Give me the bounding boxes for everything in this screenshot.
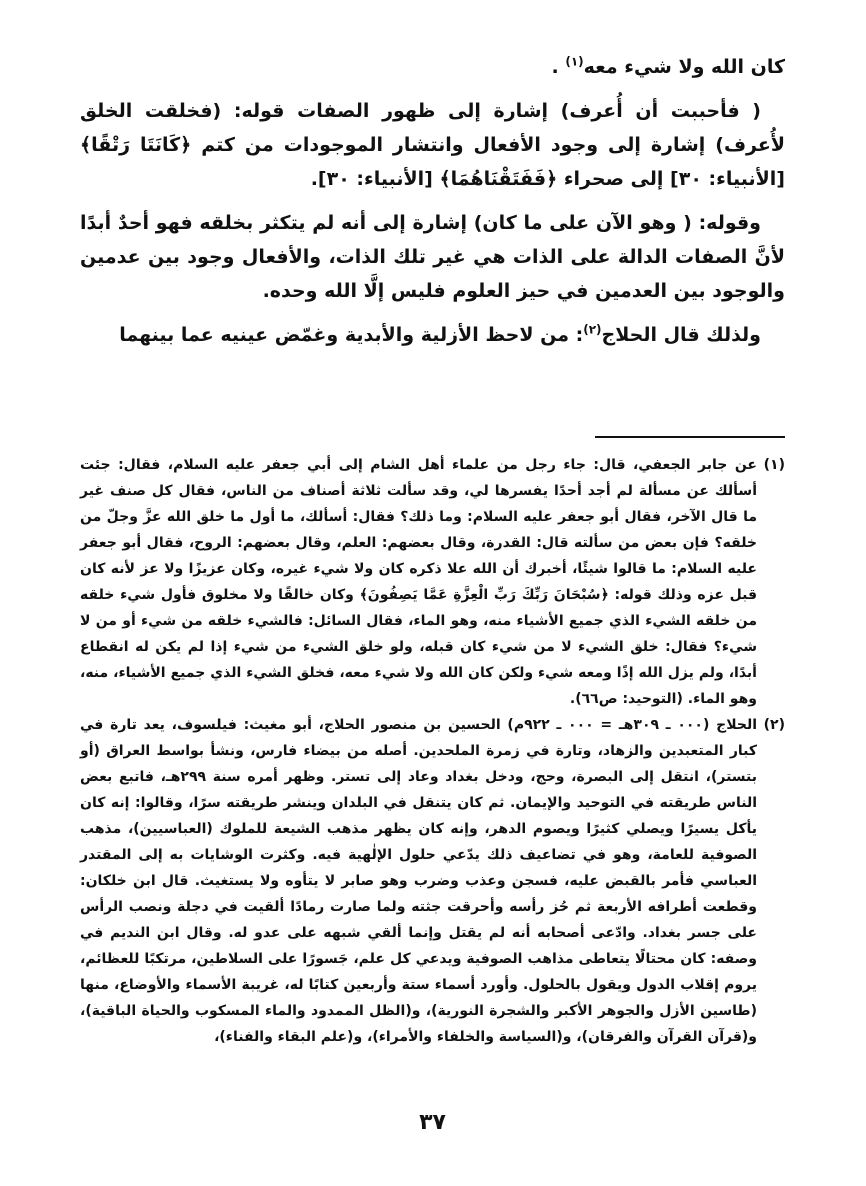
footnote-line: العباسي فأمر بالقبض عليه، فسجن وعذب وضرب وهو صابر لا يتأوه ولا يستغيث. قال ابن خلكان: (80, 873, 757, 889)
footnote-line: خلقه من خلقه الشيء الذي جميع الأشياء منه، وهو الماء، فقال السائل: فالشيء خلقه من شيء أو (80, 587, 757, 629)
footnote-line: (أو بتستر)، انتقل إلى البصرة، وحج، ودخل بغداد وعاد إلى تستر. وظهر أمره سنة ٢٩٩هـ، فاتبع (80, 743, 757, 785)
main-paragraph (80, 206, 785, 308)
main-text-line: إشارة إلى وجود الأفعال وانتشار الموجودات من كتم ﴿كَانَتَا رَتْقًا﴾ [الأنبياء: ٣٠] (80, 134, 785, 190)
footnote-line: من لا شيء؟ فقال: خلق الشيء لا من شيء كان قبله، ولو خلق الشيء من شيء إذا لم يكن له (80, 613, 758, 655)
footnote-line: الصوفية للعامة، وهو في تضاعيف ذلك يدّعي حلول الإلٰهية فيه. وكثرت الوشايات به إلى المقتدر (80, 847, 757, 863)
footnote-line: والأوضاع، منها (طاسين الأزل والجوهر الأكبر والشجرة النورية)، و(الظل الممدود والماء المسكوب (80, 977, 758, 1019)
footnote-marker: (٢) (763, 717, 785, 733)
footnote-line: وصفه: كان محتالًا يتعاطى مذاهب الصوفية ويدعي كل علم، جَسورًا على السلاطين، مرتكبًا (144, 951, 757, 967)
footnote-line: والحياة الباقية)، و(قرآن القرآن والفرقان)، و(السياسة والخلفاء والأمراء)، و(علم البقاء والفناء)، (80, 1003, 757, 1045)
main-text: . (551, 56, 566, 78)
main-paragraph (80, 50, 785, 84)
main-text-line: ( فأحببت أن أُعرف) إشارة إلى ظهور الصفات قوله: (فخلقت الخلق لأُعرف) (80, 100, 785, 156)
footnote-line: انقطاع أبدًا، ولم يزل الله إذًا ومعه شيء ولكن كان الله ولا شيء معه، فخلق الشيء الذي جميع (80, 639, 757, 681)
main-text-line: والوجود بين العدمين في حيز العلوم فليس إلَّا الله وحده. (262, 280, 785, 302)
footnote-line: فإن بعض من سألته قال: القدرة، وقال بعضهم: العلم، وقال بعضهم: الروح، فقال أبو (122, 535, 709, 551)
footnote-line: الحلاج (٠٠٠ ـ ٣٠٩هـ = ٠٠٠ ـ ٩٢٢م) الحسين بن منصور الحلاج، أبو مغيث: فيلسوف، يعد تارة (110, 717, 757, 733)
page-number: ٣٧ (419, 1110, 446, 1135)
footnote-marker: (١) (763, 457, 785, 473)
footnote-line: جعفر عليه السلام: ما قالوا شيئًا، أخبرك أن الله علا ذكره كان ولا شيء غيره، وكان عزيزًا ولا عز لأنه (80, 535, 757, 577)
footnote-body (80, 452, 757, 712)
footnote-line: الأشياء، منه، وهو الماء. (التوحيد: ص٦٦). (80, 665, 757, 707)
main-text-line: وقوله: ( وهو الآن على ما كان) إشارة إلى أنه لم يتكثر بخلقه فهو أحدٌ أبدًا (80, 212, 761, 234)
footnote-body (80, 712, 757, 1050)
footnote-separator (595, 436, 785, 438)
main-paragraph (80, 318, 785, 352)
footnote-ref-1[interactable]: (١) (565, 54, 584, 69)
main-text-line: إلى صحراء ﴿فَفَتَقْنَاهُمَا﴾ [الأنبياء: ٣٠]. (310, 168, 664, 190)
footnote-1 (80, 452, 785, 712)
footnote-line: وقطعت أطرافه الأربعة ثم حُز رأسه وأحرقت جثته ولما صارت رمادًا ألقيت في دجلة ونصب الرأس (80, 899, 757, 915)
footnote-ref-2[interactable]: (٢) (583, 322, 602, 337)
footnote-line: يأكل يسيرًا ويصلي كثيرًا ويصوم الدهر، وإنه كان يظهر مذهب الشيعة للملوك (العباسيين)، مذهب (80, 821, 757, 837)
footnote-line: عن جابر الجعفي، قال: جاء رجل من علماء أهل الشام إلى أبي جعفر عليه السلام، فقال: جئت أسألك (80, 457, 757, 499)
footnote-line: بعض الناس طريقته في التوحيد والإيمان. ثم كان يتنقل في البلدان وينشر طريقته سرًا، وقالوا: إنه كان (80, 769, 757, 811)
main-text-line: لأنَّ الصفات الدالة على الذات هي غير تلك الذات، والأفعال وجود بين عدمين (80, 246, 785, 268)
footnote-2 (80, 712, 785, 1050)
footnote-line: الآخر، فقال أبو جعفر عليه السلام: وما ذلك؟ فقال: أسألك، ما أول ما خلق الله عزَّ وجلّ من خلقه؟ (80, 509, 758, 551)
main-text: ولذلك قال الحلاج (601, 324, 761, 346)
main-paragraph (80, 94, 785, 196)
main-text: كان الله ولا شيء معه (583, 56, 785, 78)
footnote-line: كان قبل عزه وذلك قوله: ﴿سُبْحَانَ رَبِّكَ رَبِّ الْعِزَّةِ عَمَّا يَصِفُونَ﴾ وكان خالقًا ولا مخلوق فأول شيء (80, 561, 757, 603)
footnote-line: على جسر بغداد. وادّعى أصحابه أنه لم يقتل وإنما ألقي شبهه على عدو له. وقال ابن النديم في (80, 925, 757, 941)
footnote-separator-row (80, 362, 785, 452)
footnote-line: للعظائم، يروم إقلاب الدول ويقول بالحلول. وأورد أسماء ستة وأربعين كتابًا له، غريبة الأسماء (80, 951, 758, 993)
footnote-line: عن مسألة لم أجد أحدًا يفسرها لي، وقد سألت ثلاثة أصناف من الناس، فقال كل صنف غير ما قال (80, 483, 758, 525)
footnote-line: في كبار المتعبدين والزهاد، وتارة في زمرة الملحدين. أصله من بيضاء فارس، ونشأ بواسط العراق (80, 717, 757, 759)
main-text: : من لاحظ الأزلية والأبدية وغمّض عينيه عما بينهما (119, 324, 584, 346)
